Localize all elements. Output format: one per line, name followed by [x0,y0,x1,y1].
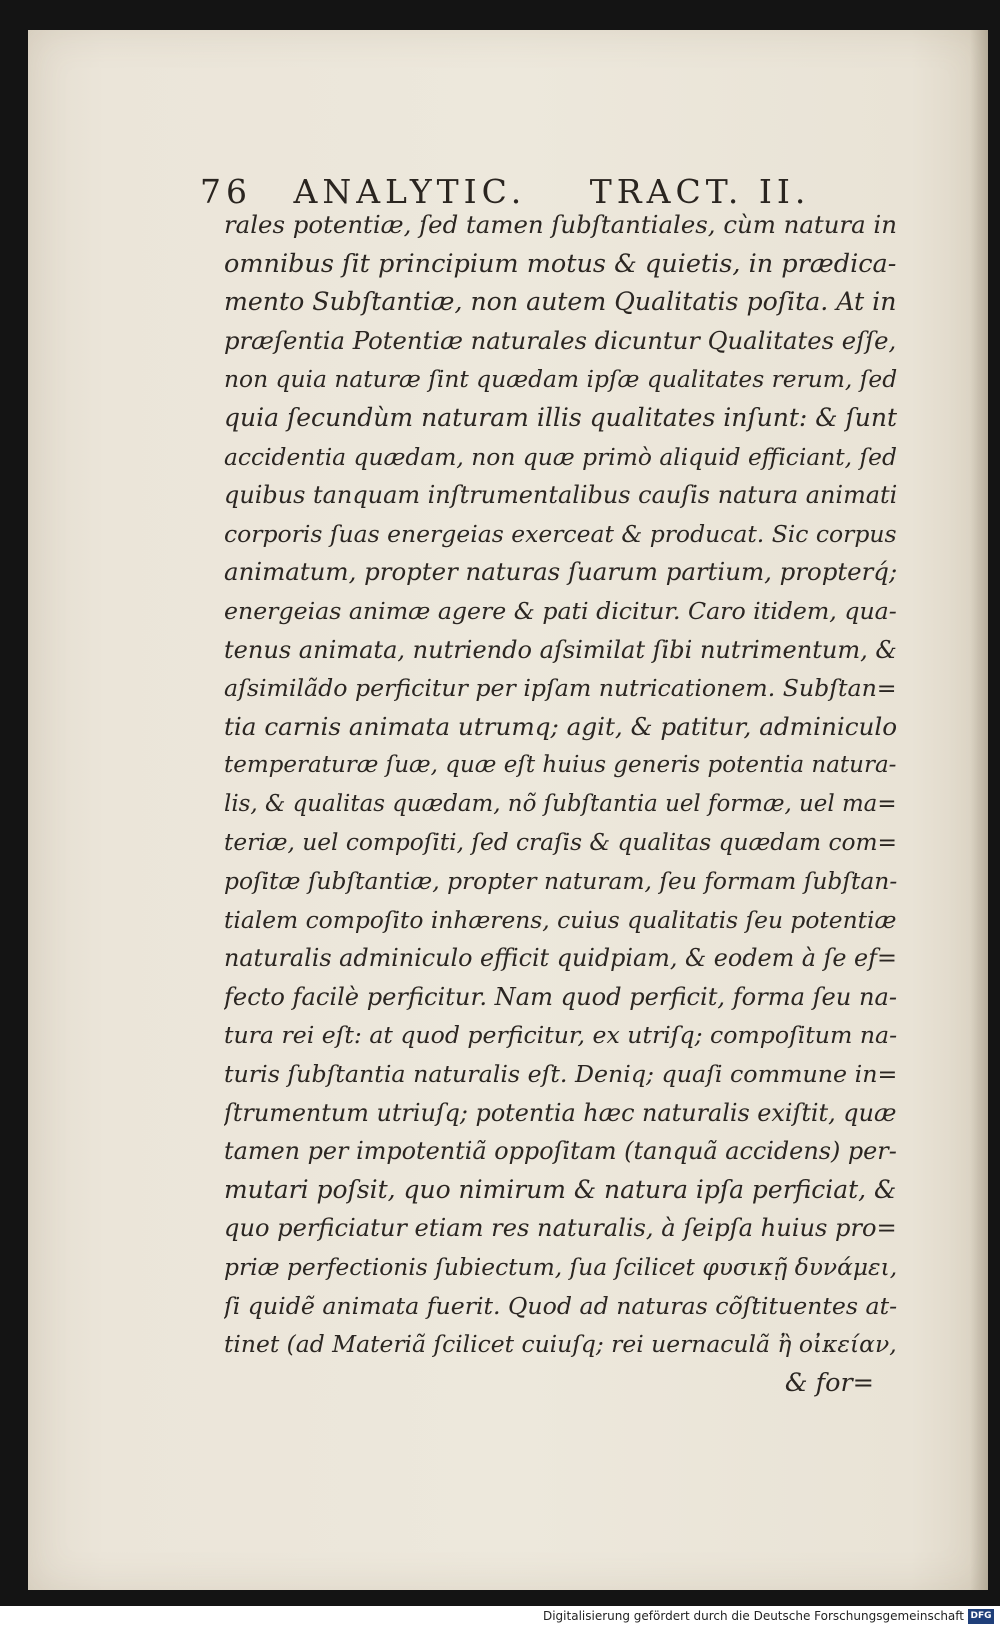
text-line: quibus tanquam inſtrumentalibus cauſis natura animati [224,481,898,510]
page-edge-shadow [970,30,988,1590]
text-line: quo perficiatur etiam res naturalis, à ſeipſa huius pro= [224,1214,897,1243]
dfg-logo-icon: DFG [968,1609,994,1624]
digitization-footer [0,1606,1000,1628]
text-line: accidentia quædam, non quæ primò aliquid efficiant, ſed [224,442,897,471]
text-line: poſitæ ſubſtantiæ, propter naturam, ſeu formam ſubſtan- [224,867,898,896]
text-line: corporis ſuas energeias exerceat & producat. Sic corpus [224,519,897,548]
text-line: omnibus ſit principium motus & quietis, in prædica- [224,248,897,279]
text-line: quia ſecundùm naturam illis qualitates inſunt: & ſunt [224,402,898,432]
text-line: mento Subſtantiæ, non autem Qualitatis poſita. At in [224,287,897,317]
text-line: animatum, propter naturas ſuarum partium, propterq́; [224,557,898,587]
catchword: & for= [784,1367,874,1398]
text-line: rales potentiæ, ſed tamen ſubſtantiales, cùm natura in [224,210,897,239]
text-line: fecto facilè perficitur. Nam quod perficit, forma ſeu na- [224,982,898,1011]
section-title: TRACT. II. [589,172,811,211]
page-number: 76 [200,172,252,211]
text-line: tura rei eſt: at quod perficitur, ex utriſq; compoſitum na- [224,1021,898,1050]
text-line: turis ſubſtantia naturalis eſt. Deniq; quaſi commune in= [224,1060,898,1089]
body-text [224,206,904,1402]
text-line: ſtrumentum utriuſq; potentia hæc naturalis exiſtit, quæ [224,1098,897,1127]
text-line: energeias animæ agere & pati dicitur. Caro itidem, qua- [224,596,897,625]
text-line: non quia naturæ ſint quædam ipſæ qualitates rerum, ſed [224,365,898,394]
text-line: ſi quidẽ animata fuerit. Quod ad naturas cõſtituentes at- [224,1291,898,1320]
text-line: priæ perfectionis ſubiectum, ſua ſcilicet φυσικῇ δυνάμει, [224,1253,898,1282]
text-line: præſentia Potentiæ naturales dicuntur Qualitates eſſe, [224,325,897,355]
text-line: tinet (ad Materiã ſcilicet cuiuſq; rei uernaculã ἢ οἰκείαν, [224,1330,897,1359]
text-line: tia carnis animata utrumq; agit, & patitur, adminiculo [224,711,898,741]
text-line: naturalis adminiculo efficit quidpiam, & eodem à ſe ef= [224,944,897,973]
funding-credit: Digitalisierung gefördert durch die Deutsche Forschungsgemeinschaft [542,1609,964,1623]
text-line: mutari poſsit, quo nimirum & natura ipſa perficiat, & [224,1174,897,1204]
text-line: temperaturæ ſuæ, quæ eſt huius generis potentia natura- [224,752,897,779]
text-line: tenus animata, nutriendo aſsimilat ſibi nutrimentum, & [224,635,897,664]
running-title: ANALYTIC. [293,172,527,211]
text-line: teriæ, uel compoſiti, ſed craſis & qualitas quædam com= [224,828,898,856]
text-line: lis, & qualitas quædam, nõ ſubſtantia uel formæ, uel ma= [224,790,897,817]
text-line: aſsimilãdo perficitur per ipſam nutricationem. Subſtan= [224,674,897,703]
text-line: tamen per impotentiã oppoſitam (tanquã accidens) per- [224,1137,897,1166]
text-line: tialem compoſito inhærens, cuius qualitatis ſeu potentiæ [224,905,897,934]
